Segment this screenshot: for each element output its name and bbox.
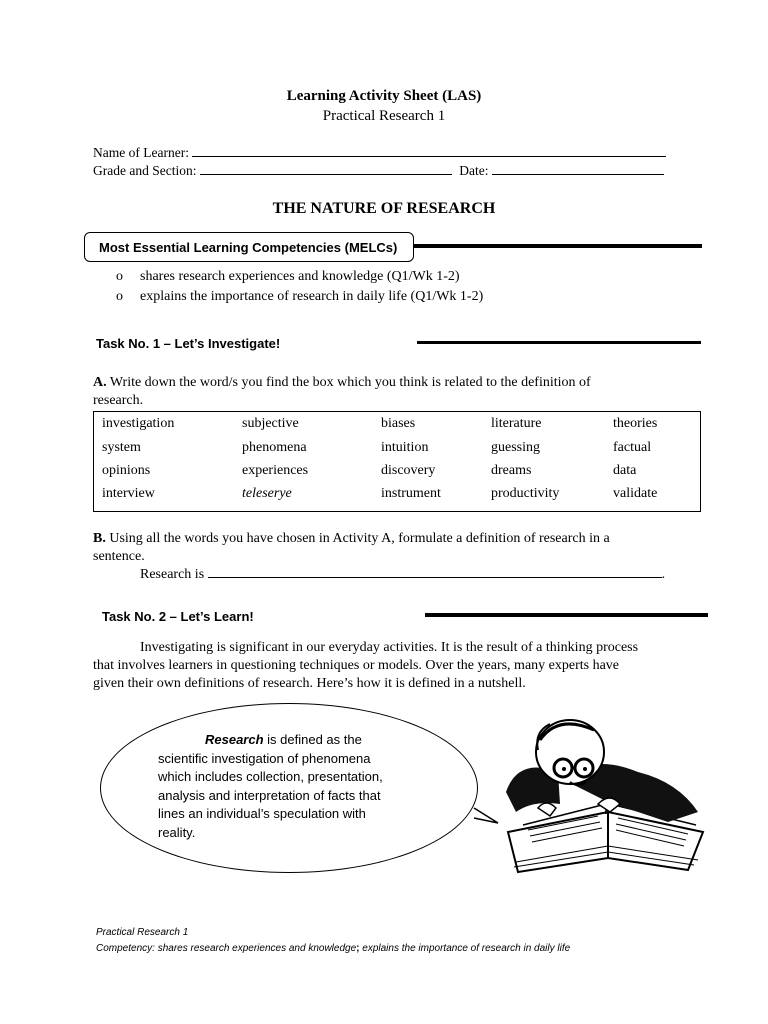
word-cell: interview xyxy=(102,486,155,501)
footer-competency: Competency: shares research experiences and knowledge; explains the importance of research in daily life xyxy=(96,943,571,954)
word-cell: investigation xyxy=(102,416,175,431)
footer-course: Practical Research 1 xyxy=(96,927,189,938)
task1-b-instruction: B. Using all the words you have chosen in Activity A, formulate a definition of research in a sentence. xyxy=(93,531,610,564)
word-cell: phenomena xyxy=(242,440,307,455)
word-cell: subjective xyxy=(242,416,299,431)
task1-a-instruction: A. Write down the word/s you find the box which you think is related to the definition of research. xyxy=(93,375,591,408)
sheet-subtitle: Practical Research 1 xyxy=(322,108,446,124)
word-cell: system xyxy=(102,440,141,455)
task2-paragraph: Investigating is significant in our everyday activities. It is the result of a thinking process that involves learners in questioning techniques or models. Over the years, many experts have given their own definitions of research. Here’s how it is defined in a nutshell. xyxy=(93,640,639,691)
word-cell: literature xyxy=(491,416,542,431)
research-definition-blank[interactable] xyxy=(208,566,662,578)
word-cell: dreams xyxy=(491,463,532,478)
melc-item-2: o explains the importance of research in daily life (Q1/Wk 1-2) xyxy=(116,289,484,304)
melc-rule xyxy=(414,244,702,248)
word-cell: discovery xyxy=(381,463,436,478)
research-is-row: Research is . xyxy=(140,567,666,582)
word-cell: factual xyxy=(613,440,652,455)
name-of-learner-row xyxy=(93,145,666,161)
name-label: Name of Learner: xyxy=(93,145,189,160)
name-blank[interactable] xyxy=(192,145,666,157)
word-cell: intuition xyxy=(381,440,429,455)
task2-heading: Task No. 2 – Let’s Learn! xyxy=(102,609,254,624)
task1-rule xyxy=(417,341,701,344)
word-cell: instrument xyxy=(381,486,441,501)
main-title: THE NATURE OF RESEARCH xyxy=(272,200,496,217)
grade-section-blank[interactable] xyxy=(200,163,452,175)
reading-person-illustration xyxy=(498,712,720,884)
research-is-label: Research is xyxy=(140,567,205,582)
melc-label: Most Essential Learning Competencies (MELCs) xyxy=(99,239,398,255)
date-label: Date: xyxy=(459,163,489,178)
word-cell: data xyxy=(613,463,637,478)
melc-box xyxy=(84,232,414,262)
grade-section-row xyxy=(93,163,664,179)
word-cell: validate xyxy=(613,486,658,501)
word-cell: productivity xyxy=(491,486,560,501)
research-definition: Research is defined as the scientific investigation of phenomena which includes collection, presentation, analysis and interpretation of facts that lines an individual’s speculation with reality. xyxy=(158,732,383,840)
task1-heading: Task No. 1 – Let’s Investigate! xyxy=(96,336,281,351)
melc-item-1: o shares research experiences and knowledge (Q1/Wk 1-2) xyxy=(116,269,460,284)
word-cell: biases xyxy=(381,416,416,431)
word-cell: experiences xyxy=(242,463,309,478)
word-cell: opinions xyxy=(102,463,151,478)
grade-section-label: Grade and Section: xyxy=(93,163,197,178)
bullet-icon: o xyxy=(116,289,123,304)
word-cell: theories xyxy=(613,416,658,431)
task2-rule xyxy=(425,613,708,617)
word-cell: teleserye xyxy=(242,486,292,501)
word-cell: guessing xyxy=(491,440,540,455)
date-blank[interactable] xyxy=(492,163,664,175)
bullet-icon: o xyxy=(116,269,123,284)
sheet-title: Learning Activity Sheet (LAS) xyxy=(286,88,482,104)
